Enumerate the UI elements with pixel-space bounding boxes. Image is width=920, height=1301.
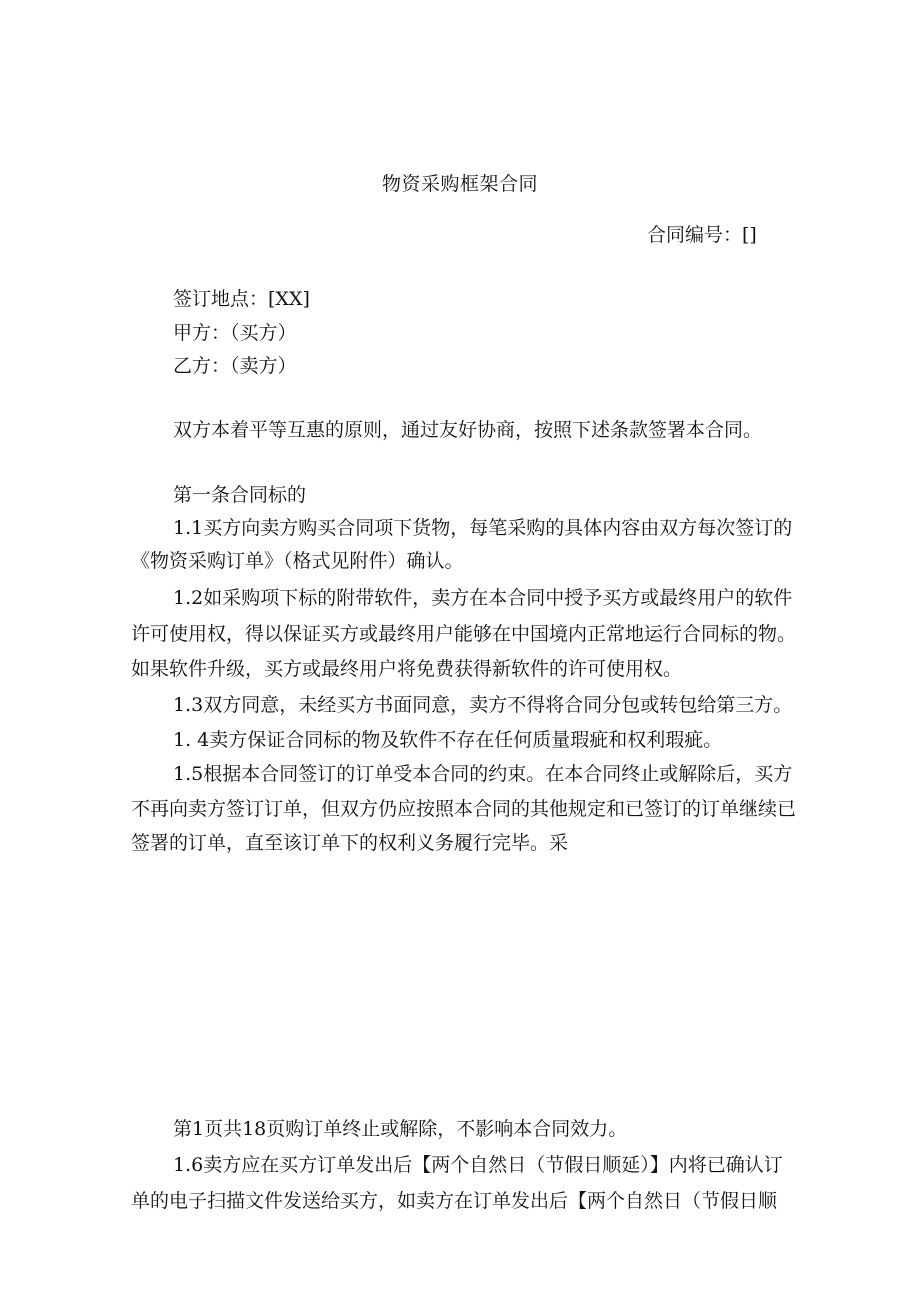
party-a: 甲方：（买方） <box>173 322 297 344</box>
party-b: 乙方：（卖方） <box>173 355 297 377</box>
signing-place: 签订地点：[XX] <box>173 288 310 310</box>
clause-1-2-line-1: 1.2如采购项下标的附带软件，卖方在本合同中授予买方或最终用户的软件 <box>173 587 793 609</box>
article-1-heading: 第一条合同标的 <box>173 484 307 506</box>
clause-1-4: 1. 4卖方保证合同标的物及软件不存在任何质量瑕疵和权利瑕疵。 <box>173 729 723 751</box>
clause-1-5-line-1: 1.5根据本合同签订的订单受本合同的约束。在本合同终止或解除后，买方 <box>173 763 793 785</box>
clause-1-1-line-2: 《物资采购订单》（格式见附件）确认。 <box>131 550 464 572</box>
clause-1-6-line-1: 1.6卖方应在买方订单发出后【两个自然日（节假日顺延）】内将已确认订 <box>173 1154 783 1176</box>
clause-1-6-line-2: 单的电子扫描文件发送给买方，如卖方在订单发出后【两个自然日（节假日顺 <box>131 1190 778 1212</box>
clause-1-2-line-3: 如果软件升级，买方或最终用户将免费获得新软件的许可使用权。 <box>131 658 683 680</box>
clause-1-3: 1.3双方同意，未经买方书面同意，卖方不得将合同分包或转包给第三方。 <box>173 694 793 716</box>
clause-1-1-line-1: 1.1买方向卖方购买合同项下货物，每笔采购的具体内容由双方每次签订的 <box>173 517 793 539</box>
contract-number: 合同编号：[] <box>647 224 757 246</box>
document-title: 物资采购框架合同 <box>381 173 538 195</box>
clause-1-2-line-2: 许可使用权，得以保证买方或最终用户能够在中国境内正常地运行合同标的物。 <box>131 623 797 645</box>
page-footer-line: 第1页共18页购订单终止或解除，不影响本合同效力。 <box>173 1118 628 1140</box>
clause-1-5-line-3: 签署的订单，直至该订单下的权利义务履行完毕。采 <box>131 832 569 854</box>
clause-1-5-line-2: 不再向卖方签订订单，但双方仍应按照本合同的其他规定和已签订的订单继续已 <box>131 798 797 820</box>
preamble: 双方本着平等互惠的原则，通过友好协商，按照下述条款签署本合同。 <box>173 419 763 441</box>
